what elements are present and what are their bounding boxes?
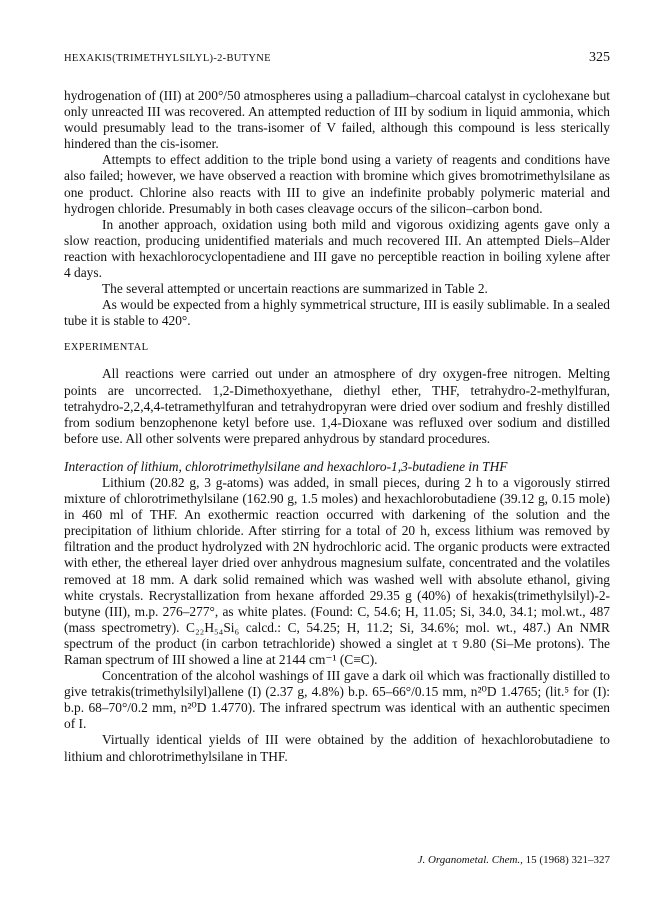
running-title: HEXAKIS(TRIMETHYLSILYL)-2-BUTYNE bbox=[64, 53, 271, 64]
experimental-paragraph-4: Virtually identical yields of III were obtained by the addition of hexachlorobutadiene to lithium and chlorotrimethylsilane in THF. bbox=[64, 732, 610, 764]
body-paragraph-2: Attempts to effect addition to the triple bond using a variety of reagents and conditions have also failed; however, we have observed a reaction with bromine which gives bromotrimethylsilane as one product. Chlorine also reacts with III to give an indefinite probably polymeric material and hydrogen chloride. Presumably in both cases cleavage occurs of the silicon–carbon bond. bbox=[64, 152, 610, 216]
running-head bbox=[64, 50, 610, 66]
experimental-paragraph-3: Concentration of the alcohol washings of III gave a dark oil which was fractionally distilled to give tetrakis(trimethylsilyl)allene (I) (2.37 g, 4.8%) b.p. 65–66°/0.15 mm, n²⁰D 1.4765; (lit.⁵ for (I): b.p. 68–70°/0.2 mm, n²⁰D 1.4770). The infrared spectrum was identical with an authentic specimen of I. bbox=[64, 668, 610, 732]
journal-citation bbox=[418, 854, 610, 866]
journal-volume-pages: 15 (1968) 321–327 bbox=[525, 854, 610, 866]
page-number: 325 bbox=[589, 50, 610, 65]
journal-name: J. Organometal. Chem., bbox=[417, 854, 523, 866]
body-paragraph-4: The several attempted or uncertain reactions are summarized in Table 2. bbox=[102, 281, 488, 297]
body-paragraph-5: As would be expected from a highly symmetrical structure, III is easily sublimable. In a sealed tube it is stable to 420°. bbox=[64, 297, 610, 329]
experimental-paragraph-1: All reactions were carried out under an atmosphere of dry oxygen-free nitrogen. Melting points are uncorrected. 1,2-Dimethoxyethane, diethyl ether, THF, tetrahydro-2-methylfuran, tetrahydro-2,2,4,4-tetramethylfuran and tetrahydropyran were dried over sodium and freshly distilled from sodium benzophenone ketyl before use. 1,4-Dioxane was refluxed over sodium and distilled before use. All other solvents were prepared anhydrous by standard procedures. bbox=[64, 366, 610, 446]
experimental-subheading: Interaction of lithium, chlorotrimethylsilane and hexachloro-1,3-butadiene in THF bbox=[64, 458, 508, 474]
journal-page bbox=[64, 50, 610, 765]
experimental-heading: EXPERIMENTAL bbox=[64, 342, 149, 354]
body-paragraph-1: hydrogenation of (III) at 200°/50 atmospheres using a palladium–charcoal catalyst in cyclohexane but only unreacted III was recovered. An attempted reduction of III by sodium in liquid ammonia, which would presumably lead to the trans-isomer of V failed, although this compound is less sterically hindered than the cis-isomer. bbox=[64, 88, 611, 152]
experimental-paragraph-2: Lithium (20.82 g, 3 g-atoms) was added, in small pieces, during 2 h to a vigorously stirred mixture of chlorotrimethylsilane (162.90 g, 1.5 moles) and hexachlorobutadiene (39.12 g, 0.15 mole) in 460 ml of THF. An exothermic reaction occurred with darkening of the solution and the precipitation of lithium chloride. After stirring for a total of 20 h, excess lithium was removed by filtration and the product hydrolyzed with 2N hydrochloric acid. The organic products were extracted with ether, the ethereal layer dried over anhydrous magnesium sulfate, concentrated and the volatiles removed at 18 mm. A dark solid remained which was washed well with absolute ethanol, giving white crystals. Recrystallization from hexane afforded 29.35 g (40%) of hexakis(trimethylsilyl)-2-butyne (III), m.p. 276–277°, as white plates. (Found: C, 54.6; H, 11.05; Si, 34.0, 34.1; mol.wt., 487 (mass spectrometry). C₂₂H₅₄Si₆ calcd.: C, 54.25; H, 11.2; Si, 34.6%; mol. wt., 487.) An NMR spectrum of the product (in carbon tetrachloride) showed a singlet at τ 9.80 (Si–Me protons). The Raman spectrum of III showed a line at 2144 cm⁻¹ (C≡C). bbox=[64, 474, 610, 667]
body-paragraph-3: In another approach, oxidation using both mild and vigorous oxidizing agents gave only a slow reaction, producing unidentified materials and much recovered III. An attempted Diels–Alder reaction with hexachlorocyclopentadiene and III gave no perceptible reaction in boiling xylene after 4 days. bbox=[64, 216, 610, 281]
